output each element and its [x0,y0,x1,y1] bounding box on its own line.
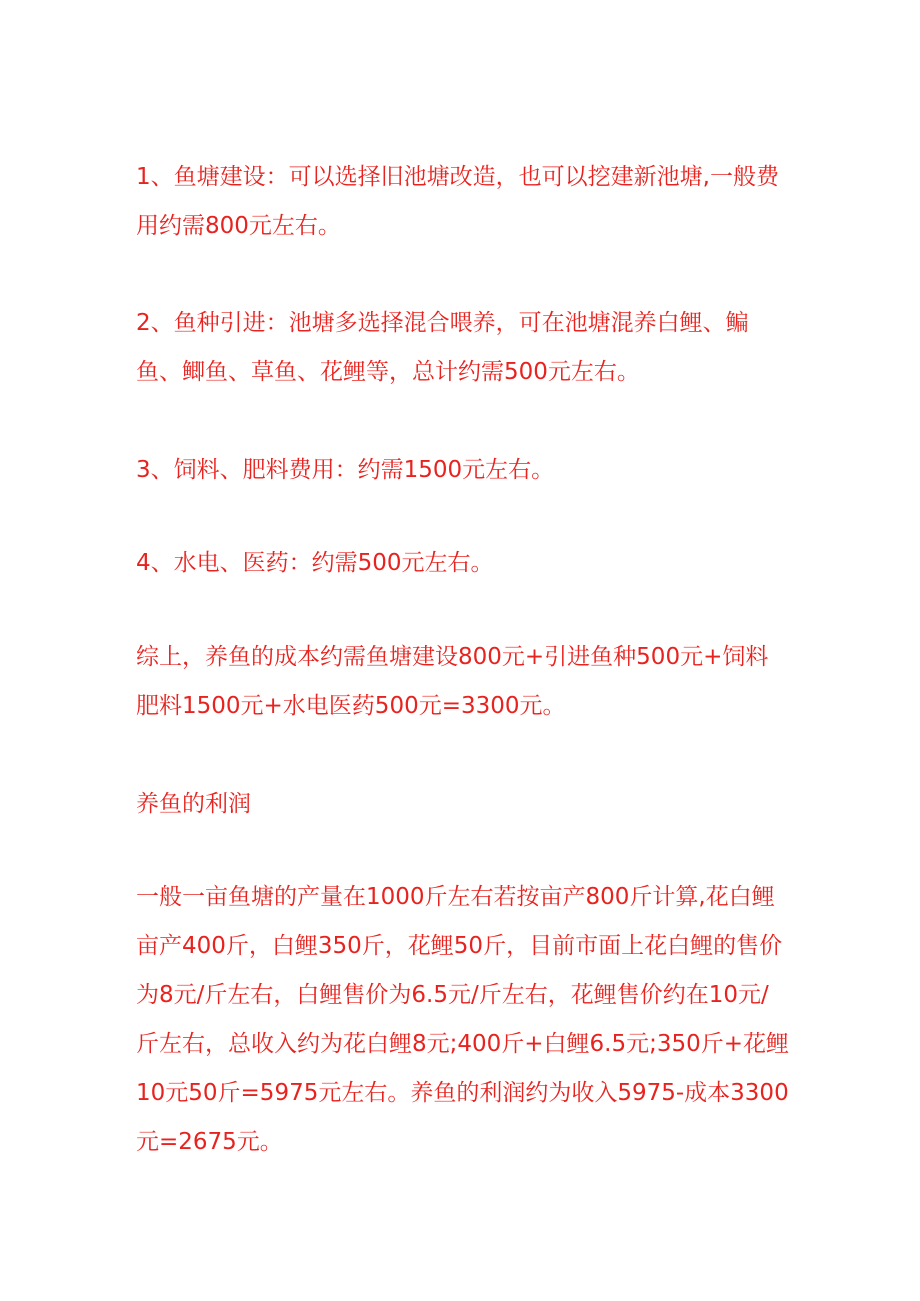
section-heading-profit [136,780,786,829]
text-line: 综上，养鱼的成本约需鱼塘建设800元+引进鱼种500元+饲料 [136,644,769,670]
text-line: 一般一亩鱼塘的产量在1000斤左右若按亩产800斤计算,花白鲤 [136,884,775,910]
text-line: 用约需800元左右。 [136,213,341,239]
text-line: 亩产400斤，白鲤350斤，花鲤50斤，目前市面上花白鲤的售价 [136,933,783,959]
text-line: 1、鱼塘建设：可以选择旧池塘改造，也可以挖建新池塘,一般费 [136,164,779,190]
text-line: 养鱼的利润 [136,791,251,817]
text-line: 鱼、鲫鱼、草鱼、花鲤等，总计约需500元左右。 [136,359,640,385]
text-line: 元=2675元。 [136,1129,283,1155]
paragraph-pond-construction [136,153,786,251]
text-line: 3、饲料、肥料费用：约需1500元左右。 [136,457,555,483]
text-line: 肥料1500元+水电医药500元=3300元。 [136,693,566,719]
text-line: 2、鱼种引进：池塘多选择混合喂养，可在池塘混养白鲤、鳊 [136,310,749,336]
paragraph-fish-fry [136,299,786,397]
paragraph-utilities-medicine [136,539,786,588]
text-line: 为8元/斤左右，白鲤售价为6.5元/斤左右，花鲤售价约在10元/ [136,982,769,1008]
paragraph-profit-calculation [136,873,790,1167]
text-line: 4、水电、医药：约需500元左右。 [136,550,494,576]
paragraph-feed-fertilizer [136,446,786,495]
text-line: 10元50斤=5975元左右。养鱼的利润约为收入5975-成本3300 [136,1080,789,1106]
paragraph-cost-summary [136,633,786,731]
text-line: 斤左右，总收入约为花白鲤8元;400斤+白鲤6.5元;350斤+花鲤 [136,1031,790,1057]
